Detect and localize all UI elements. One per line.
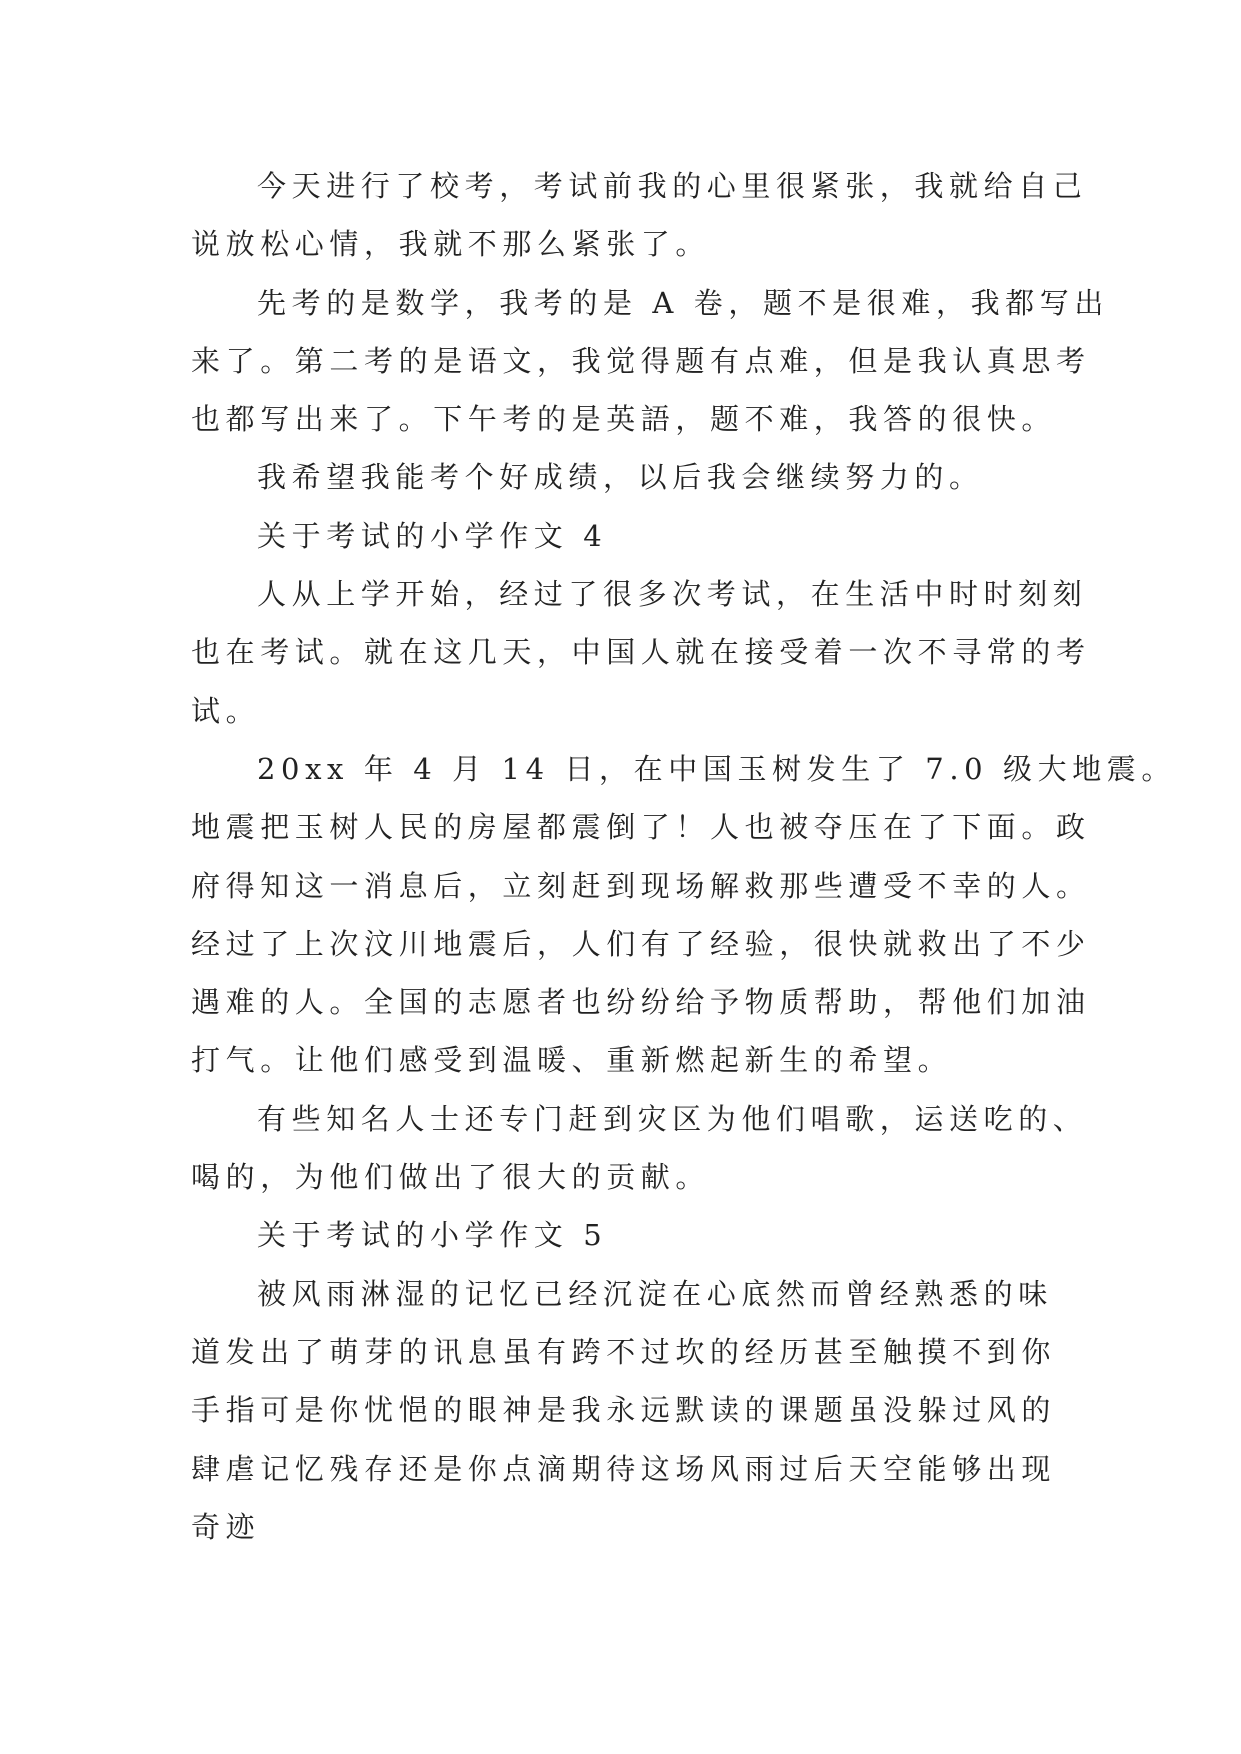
paragraph-4 xyxy=(191,565,1091,740)
text-line: 试。 xyxy=(191,693,261,728)
heading-text: 关于考试的小学作文 5 xyxy=(257,1218,608,1253)
text-line: 20xx 年 4 月 14 日，在中国玉树发生了 7.0 级大地震。 xyxy=(257,751,1177,786)
text-line: 奇迹 xyxy=(191,1509,261,1544)
text-line: 经过了上次汶川地震后，人们有了经验，很快就救出了不少 xyxy=(191,926,1091,961)
text-line: 遇难的人。全国的志愿者也纷纷给予物质帮助，帮他们加油 xyxy=(191,985,1091,1020)
text-line: 也在考试。就在这几天，中国人就在接受着一次不寻常的考 xyxy=(191,635,1091,670)
text-line: 说放松心情，我就不那么紧张了。 xyxy=(191,227,711,262)
paragraph-2 xyxy=(191,274,1109,449)
paragraph-3 xyxy=(191,448,1051,506)
text-line: 今天进行了校考，考试前我的心里很紧张，我就给自己 xyxy=(257,169,1088,203)
text-line: 道发出了萌芽的讯息虽有跨不过坎的经历甚至触摸不到你 xyxy=(191,1334,1057,1369)
text-line: 也都写出来了。下午考的是英語，题不难，我答的很快。 xyxy=(191,402,1057,437)
document-body xyxy=(191,157,1177,1556)
text-line: 地震把玉树人民的房屋都震倒了！人也被夺压在了下面。政 xyxy=(191,810,1091,845)
section-heading-4 xyxy=(191,507,1051,565)
text-line: 手指可是你忧悒的眼神是我永远默读的课题虽没躲过风的 xyxy=(191,1393,1057,1428)
text-line: 先考的是数学，我考的是 A 卷，题不是很难，我都写出 xyxy=(257,285,1109,320)
section-heading-5 xyxy=(191,1206,1051,1264)
text-line: 有些知名人士还专门赶到灾区为他们唱歌，运送吃的、 xyxy=(257,1101,1088,1136)
paragraph-5 xyxy=(191,740,1177,1090)
text-line: 我希望我能考个好成绩，以后我会继续努力的。 xyxy=(257,460,984,495)
text-line: 打气。让他们感受到温暖、重新燃起新生的希望。 xyxy=(191,1043,953,1078)
heading-text: 关于考试的小学作文 4 xyxy=(257,518,608,553)
paragraph-6 xyxy=(191,1090,1088,1207)
text-line: 肆虐记忆残存还是你点滴期待这场风雨过后天空能够出现 xyxy=(191,1451,1057,1486)
paragraph-1 xyxy=(191,157,1088,274)
text-line: 来了。第二考的是语文，我觉得题有点难，但是我认真思考 xyxy=(191,343,1091,378)
text-line: 府得知这一消息后，立刻赶到现场解救那些遭受不幸的人。 xyxy=(191,868,1091,903)
text-line: 喝的，为他们做出了很大的贡献。 xyxy=(191,1160,711,1195)
text-line: 人从上学开始，经过了很多次考试，在生活中时时刻刻 xyxy=(257,577,1088,612)
paragraph-7 xyxy=(191,1265,1057,1556)
text-line: 被风雨淋湿的记忆已经沉淀在心底然而曾经熟悉的味 xyxy=(257,1276,1053,1311)
